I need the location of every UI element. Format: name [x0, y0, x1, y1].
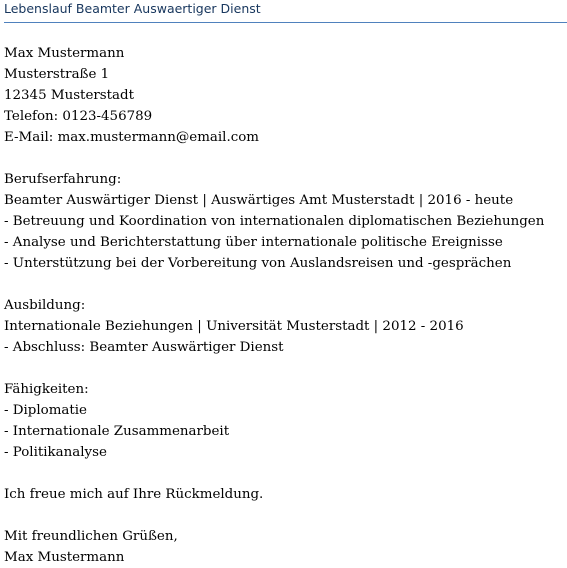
skills-heading: Fähigkeiten: [4, 382, 89, 397]
skills-section [4, 379, 564, 463]
contact-block [4, 43, 564, 148]
contact-street: Musterstraße 1 [4, 67, 110, 82]
list-item: - Internationale Zusammenarbeit [4, 424, 230, 439]
list-item: - Unterstützung bei der Vorbereitung von Auslandsreisen und -gesprächen [4, 256, 512, 271]
document-header [4, 0, 567, 23]
list-item: - Diplomatie [4, 403, 87, 418]
contact-name: Max Mustermann [4, 46, 125, 61]
spacer [4, 358, 564, 379]
experience-position: Beamter Auswärtiger Dienst | Auswärtiges Amt Musterstadt | 2016 - heute [4, 193, 514, 208]
list-item: - Politikanalyse [4, 445, 107, 460]
contact-city: 12345 Musterstadt [4, 88, 134, 103]
experience-heading: Berufserfahrung: [4, 172, 122, 187]
signature-block [4, 526, 564, 568]
spacer [4, 505, 564, 526]
education-section [4, 295, 564, 358]
closing-message: Ich freue mich auf Ihre Rückmeldung. [4, 487, 264, 502]
document-title: Lebenslauf Beamter Auswaertiger Dienst [4, 1, 261, 16]
spacer [4, 463, 564, 484]
education-heading: Ausbildung: [4, 298, 86, 313]
closing-greeting: Mit freundlichen Grüßen, [4, 529, 178, 544]
list-item: - Abschluss: Beamter Auswärtiger Dienst [4, 340, 284, 355]
experience-section [4, 169, 564, 274]
contact-email: E-Mail: max.mustermann@email.com [4, 130, 259, 145]
contact-phone: Telefon: 0123-456789 [4, 109, 153, 124]
list-item: - Betreuung und Koordination von internationalen diplomatischen Beziehungen [4, 214, 545, 229]
education-degree: Internationale Beziehungen | Universität Musterstadt | 2012 - 2016 [4, 319, 464, 334]
list-item: - Analyse und Berichterstattung über internationale politische Ereignisse [4, 235, 503, 250]
spacer [4, 274, 564, 295]
document-body [4, 43, 564, 568]
signature-name: Max Mustermann [4, 550, 125, 565]
spacer [4, 148, 564, 169]
